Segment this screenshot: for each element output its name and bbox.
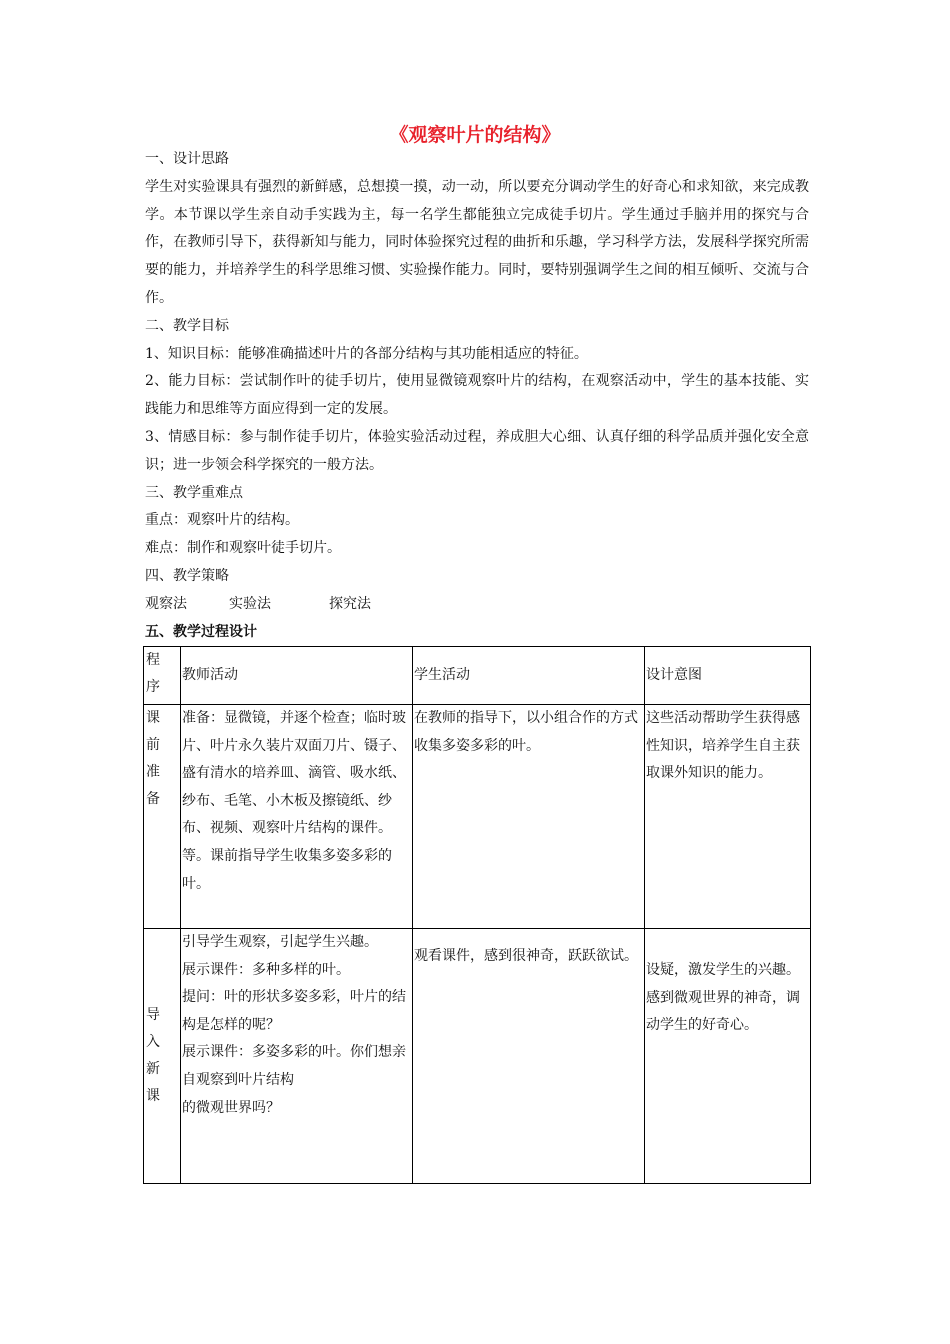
table-row	[144, 929, 811, 1184]
method-experiment: 实验法	[229, 595, 271, 612]
difficult-point: 难点：制作和观察叶徒手切片。	[145, 540, 341, 557]
section-heading-4: 四、教学策略	[145, 567, 229, 584]
document-title: 《观察叶片的结构》	[389, 124, 561, 146]
table-header-row	[144, 647, 811, 705]
design-idea-paragraph: 学生对实验课具有强烈的新鲜感，总想摸一摸，动一动，所以要充分调动学生的好奇心和求知欲，来完成教学。本节课以学生亲自动手实践为主，每一名学生都能独立完成徒手切片。学生通过手脑并用的探究与合作，在教师引导下，获得新知与能力，同时体验探究过程的曲折和乐趣，学习科学方法，发展科学探究所需要的能力，并培养学生的科学思维习惯、实验操作能力。同时，要特别强调学生之间的相互倾听、交流与合作。	[145, 178, 809, 306]
method-observation: 观察法	[145, 595, 187, 612]
goal-emotion: 3、情感目标：参与制作徒手切片，体验实验活动过程，养成胆大心细、认真仔细的科学品质并强化安全意识；进一步领会科学探究的一般方法。	[145, 428, 809, 473]
teaching-methods	[145, 591, 809, 619]
teacher-activity-cell: 准备：显微镜，并逐个检查；临时玻片、叶片永久装片双面刀片、镊子、盛有清水的培养皿、滴管、吸水纸、纱布、毛笔、小木板及擦镜纸、纱布、视频、观察叶片结构的课件。等。课前指导学生收集多姿多彩的叶。	[181, 705, 413, 929]
stage-cell: 课前准备	[144, 705, 181, 929]
header-cell-intent: 设计意图	[645, 647, 811, 705]
stage-cell: 导入新课	[144, 929, 181, 1184]
section-heading-1: 一、设计思路	[145, 151, 229, 167]
section-heading-2: 二、教学目标	[145, 317, 229, 334]
teacher-activity-cell: 引导学生观察，引起学生兴趣。 展示课件：多种多样的叶。 提问：叶的形状多姿多彩，叶片的结构是怎样的呢？ 展示课件：多姿多彩的叶。你们想亲自观察到叶片结构 的微观世界吗？	[181, 929, 413, 1184]
table-row	[144, 705, 811, 929]
teaching-process-table	[143, 646, 811, 1184]
student-activity-cell: 在教师的指导下，以小组合作的方式收集多姿多彩的叶。	[413, 705, 645, 929]
header-cell-stage: 程序	[144, 647, 181, 705]
design-intent-cell: 这些活动帮助学生获得感性知识，培养学生自主获取课外知识的能力。	[645, 705, 811, 929]
key-point: 重点：观察叶片的结构。	[145, 512, 299, 529]
section-heading-5: 五、教学过程设计	[145, 623, 257, 640]
goal-ability: 2、能力目标：尝试制作叶的徒手切片，使用显微镜观察叶片的结构，在观察活动中，学生的基本技能、实践能力和思维等方面应得到一定的发展。	[145, 373, 809, 418]
section-heading-3: 三、教学重难点	[145, 484, 243, 501]
method-inquiry: 探究法	[329, 595, 371, 612]
student-activity-cell: 观看课件，感到很神奇，跃跃欲试。	[413, 929, 645, 1184]
header-cell-teacher: 教师活动	[181, 647, 413, 705]
design-intent-cell: 设疑，激发学生的兴趣。 感到微观世界的神奇，调动学生的好奇心。	[645, 929, 811, 1184]
document-body	[145, 146, 809, 646]
goal-knowledge: 1、知识目标：能够准确描述叶片的各部分结构与其功能相适应的特征。	[145, 345, 588, 362]
header-cell-student: 学生活动	[413, 647, 645, 705]
